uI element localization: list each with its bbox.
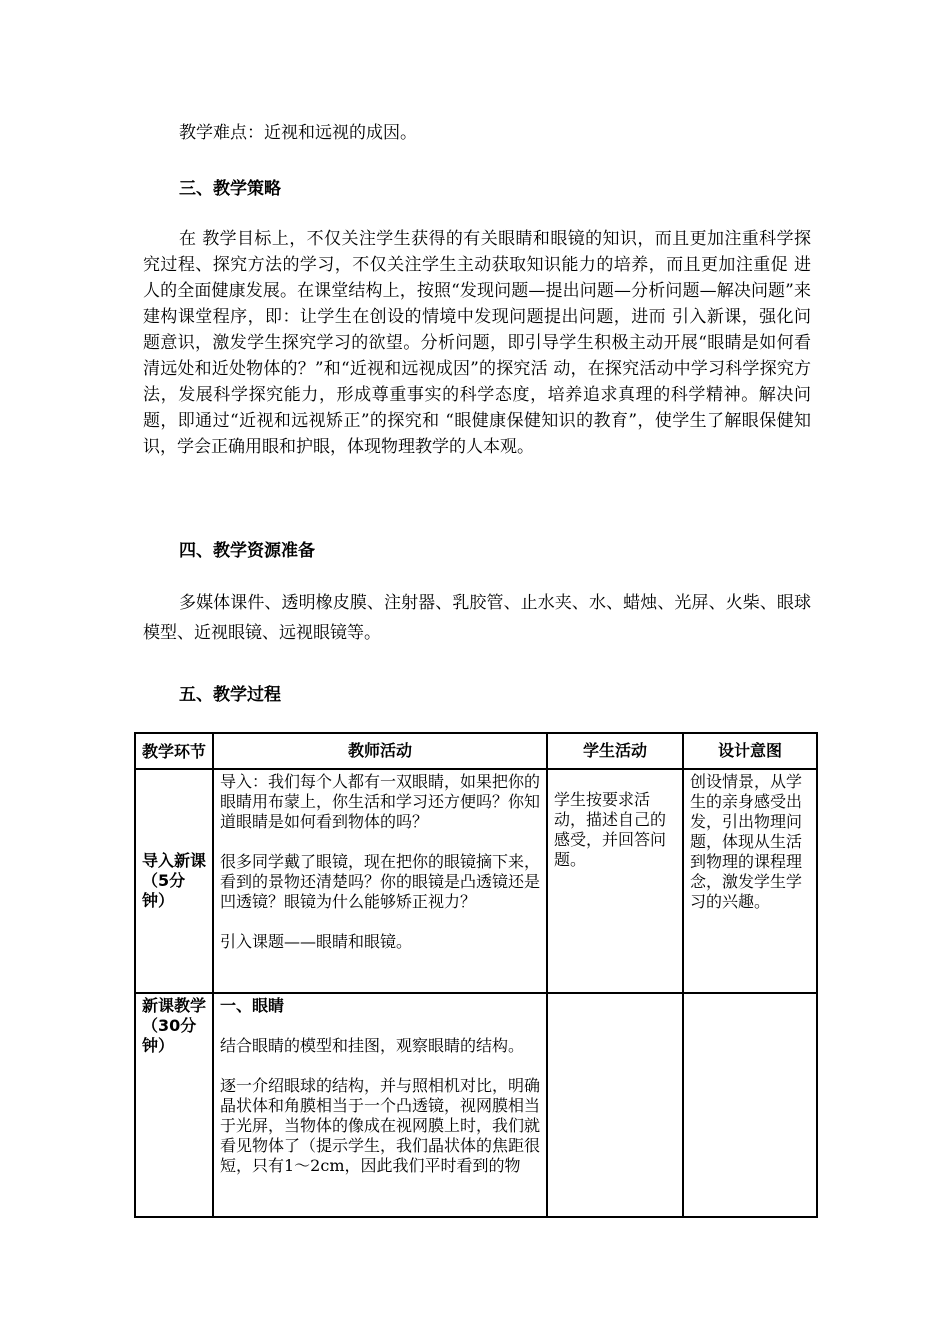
teaching-process-table bbox=[134, 732, 818, 1218]
header-teacher: 教师活动 bbox=[213, 733, 547, 769]
student-activity-cell bbox=[547, 993, 683, 1217]
table-row bbox=[135, 993, 817, 1217]
stage-cell: 导入新课（5分钟） bbox=[135, 769, 213, 993]
student-activity-cell bbox=[547, 769, 683, 993]
teacher-paragraph: 引入课题——眼睛和眼镜。 bbox=[220, 932, 413, 951]
teacher-subtitle: 一、眼睛 bbox=[220, 996, 285, 1015]
section-4-body: 多媒体课件、透明橡皮膜、注射器、乳胶管、止水夹、水、蜡烛、光屏、火柴、眼球模型、近视眼镜、远视眼镜等。 bbox=[143, 593, 811, 643]
table-header-row bbox=[135, 733, 817, 769]
section-3-body: 在 教学目标上，不仅关注学生获得的有关眼睛和眼镜的知识，而且更加注重科学探究过程、探究方法的学习，不仅关注学生主动获取知识能力的培养，而且更加注重促 进人的全面健康发展。在课堂结构上，按照“发现问题—提出问题—分析问题—解决问题”来建构课堂程序，即：让学生在创设的情境中发现问题提出问题，进而 引入新课，强化问题意识，激发学生探究学习的欲望。分析问题，即引导学生积极主动开展“眼睛是如何看清远处和近处物体的？”和“近视和远视成因”的探究活 动，在探究活动中学习科学探究方法，发展科学探究能力，形成尊重事实的科学态度，培养追求真理的科学精神。解决问题，即通过“近视和远视矫正”的探究和 “眼健康保健知识的教育”，使学生了解眼保健知识，学会正确用眼和护眼，体现物理教学的人本观。 bbox=[143, 229, 811, 457]
teacher-activity-cell bbox=[213, 769, 547, 993]
student-activity-text: 学生按要求活动，描述自己的感受，并回答问题。 bbox=[554, 790, 667, 869]
stage-cell: 新课教学（30分钟） bbox=[135, 993, 213, 1217]
design-intent-cell: 创设情景，从学生的亲身感受出发，引出物理问题，体现从生活到物理的课程理念，激发学生学习的兴趣。 bbox=[683, 769, 817, 993]
header-intent: 设计意图 bbox=[683, 733, 817, 769]
teacher-activity-cell bbox=[213, 993, 547, 1217]
table-row bbox=[135, 769, 817, 993]
teacher-paragraph: 很多同学戴了眼镜，现在把你的眼镜摘下来，看到的景物还清楚吗？你的眼镜是凸透镜还是凹透镜？眼镜为什么能够矫正视力？ bbox=[220, 852, 541, 911]
section-5-heading: 五、教学过程 bbox=[179, 685, 281, 705]
teacher-paragraph: 逐一介绍眼球的结构，并与照相机对比，明确晶状体和角膜相当于一个凸透镜，视网膜相当于光屏，当物体的像成在视网膜上时，我们就看见物体了（提示学生，我们晶状体的焦距很短，只有1～2cm，因此我们平时看到的物 bbox=[220, 1076, 540, 1175]
design-intent-cell bbox=[683, 993, 817, 1217]
header-student: 学生活动 bbox=[547, 733, 683, 769]
teacher-activity-clip bbox=[220, 996, 540, 1214]
teacher-paragraph: 导入：我们每个人都有一双眼睛，如果把你的眼睛用布蒙上，你生活和学习还方便吗？你知道眼睛是如何看到物体的吗？ bbox=[220, 772, 541, 831]
section-3-heading: 三、教学策略 bbox=[179, 179, 281, 199]
header-stage: 教学环节 bbox=[135, 733, 213, 769]
section-4-heading: 四、教学资源准备 bbox=[179, 541, 315, 561]
difficulty-line: 教学难点：近视和远视的成因。 bbox=[179, 123, 417, 143]
teacher-paragraph: 结合眼睛的模型和挂图，观察眼睛的结构。 bbox=[220, 1036, 525, 1055]
